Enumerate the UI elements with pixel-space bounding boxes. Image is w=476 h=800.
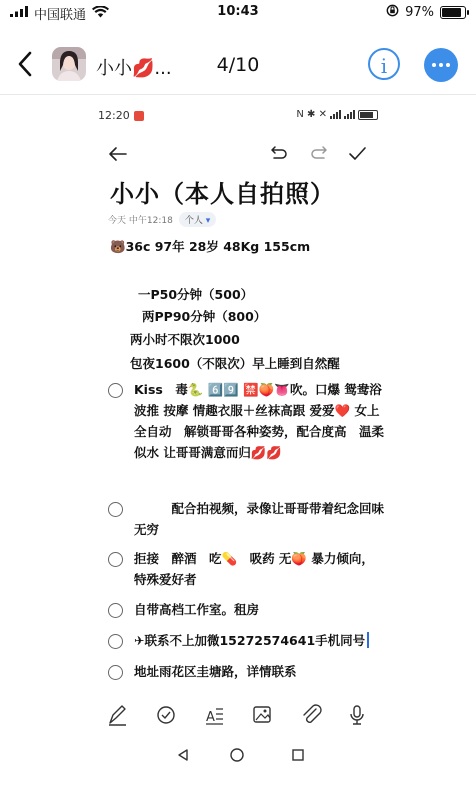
nav-recents-icon[interactable] [293,750,303,760]
dropdown-triangle-icon: ▾ [205,216,211,226]
app-notification-icon [134,111,144,121]
text-caret [367,632,369,648]
note-meta [108,212,216,227]
checklist-icon[interactable] [158,707,174,723]
checklist-item-1: Kiss 毒🐍 6️⃣9️⃣ 🈲🍑👅吹。口爆 鸳鸯浴 波推 按摩 情趣衣服＋丝袜高跟 爱爱❤️ 女上全自动 解锁哥哥各种姿势，配合度高 温柔似水 让哥哥满意而归💋💋 [134,382,385,460]
screenshot-status-left [98,109,144,122]
image-icon[interactable] [254,707,270,722]
more-dots-icon [432,63,436,67]
screenshot-status-icons: N ✱ ✕ [296,109,327,120]
microphone-icon[interactable] [351,706,363,724]
bottom-edge [0,790,476,800]
stats-line: 🐻36c 97年 28岁 48Kg 155cm [110,239,311,254]
info-button[interactable] [368,48,400,80]
viewer-header [0,34,476,94]
nav-home-icon[interactable] [231,749,243,761]
screenshot-status-right [296,109,378,120]
checklist-item-4: 自带高档工作室。租房 [134,602,260,617]
image-counter: 4/10 [216,54,260,76]
check-icon[interactable] [350,148,365,159]
price-line-1: 一P50分钟（500） [138,287,254,302]
checklist-item-6: 地址雨花区圭塘路，详情联系 [134,664,297,679]
android-nav-bar [82,740,392,770]
price-line-4: 包夜1600（不限次）早上睡到自然醒 [130,356,340,371]
note-date: 今天 中午12:18 [108,216,173,226]
checklist-item-5: ✈联系不上加微15272574641手机同号 [134,630,384,651]
price-line-3: 两小时不限次1000 [130,332,240,347]
battery-icon [358,110,378,120]
status-right-group [386,4,466,21]
redo-icon[interactable] [312,147,326,158]
arrow-back-icon[interactable] [110,148,126,160]
status-time: 10:43 [217,4,259,19]
note-toolbar [82,140,392,168]
nav-back-icon[interactable] [179,750,187,760]
signal-icon [330,110,341,119]
checkbox-2[interactable] [108,502,123,517]
pen-icon[interactable] [109,706,126,725]
battery-icon [440,6,466,19]
info-icon: i [380,54,388,78]
checklist-item-3: 拒接 醉酒 吃💊 吸药 无🍑 暴力倾向，特殊爱好者 [134,551,374,587]
note-title: 小小（本人自拍照） [110,180,335,208]
signal-2-icon [344,110,355,119]
screenshot-time: 12:20 [98,109,130,122]
checkbox-4[interactable] [108,603,123,618]
svg-text:A: A [206,710,215,725]
more-button[interactable] [424,48,458,82]
editor-toolbar [82,700,392,730]
checklist-item-2: 配合拍视频，录像让哥哥带着纪念回味无穷 [134,501,385,537]
attachment-icon[interactable] [304,705,321,722]
text-format-icon[interactable] [206,709,223,725]
header-divider [0,94,476,95]
note-category-tag[interactable]: 个人 ▾ [179,212,216,227]
undo-icon[interactable] [272,147,286,158]
shared-screenshot[interactable] [82,100,392,785]
checkbox-1[interactable] [108,383,123,398]
checkbox-5[interactable] [108,634,123,649]
checkbox-3[interactable] [108,552,123,567]
contact-name[interactable]: 小小💋... [96,58,172,79]
status-bar [0,0,476,26]
battery-percent: 97% [405,5,434,20]
orientation-lock-icon [386,4,399,21]
checkbox-6[interactable] [108,665,123,680]
price-line-2: 两PP90分钟（800） [142,309,267,324]
carrier-label: 中国联通 [34,8,87,23]
